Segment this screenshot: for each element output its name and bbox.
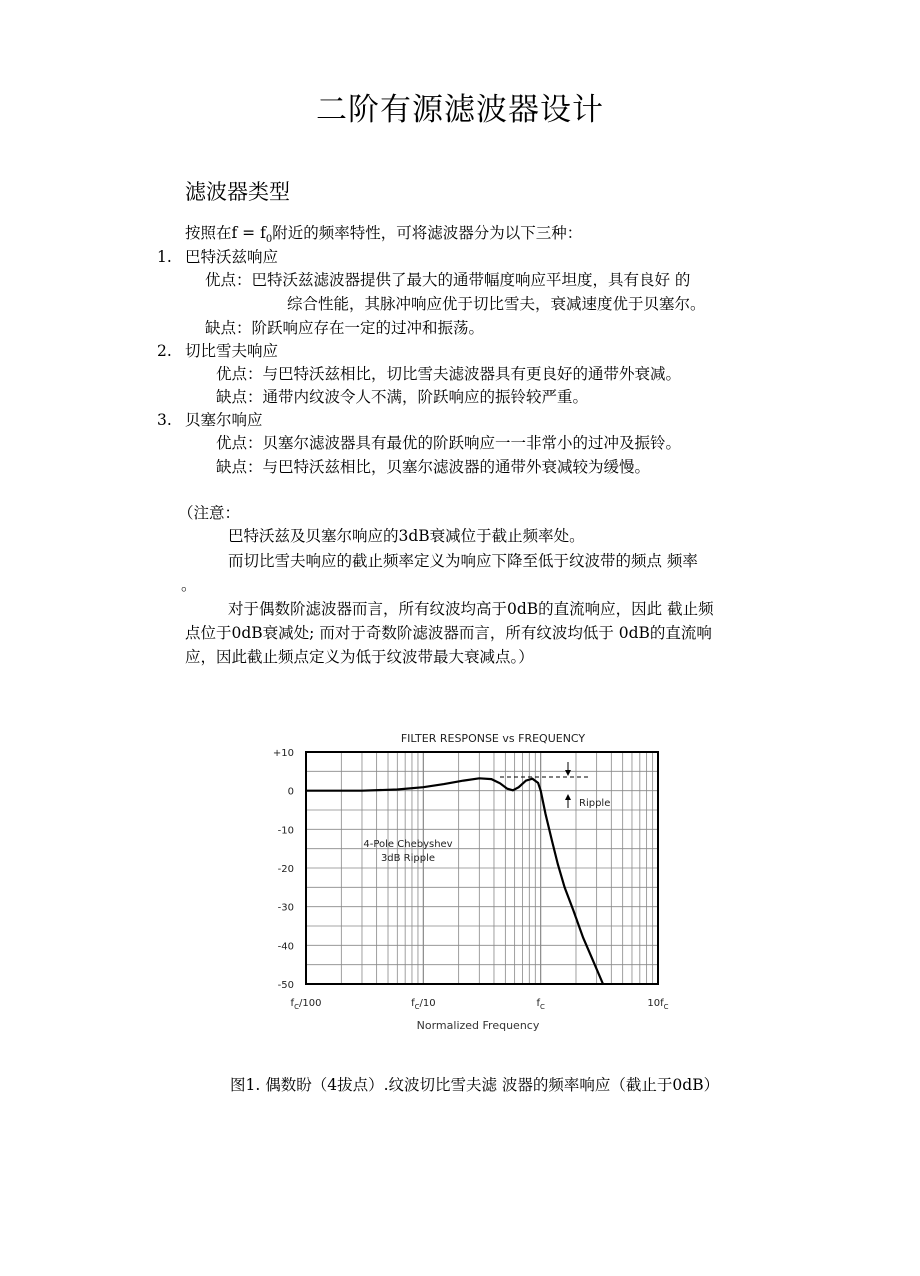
note-line-3: 对于偶数阶滤波器而言，所有纹波均高于0dB的直流响应，因此 截止频 (228, 600, 714, 618)
item-1-name: 巴特沃兹响应 (185, 248, 279, 266)
intro-suffix: 附近的频率特性，可将滤波器分为以下三种： (272, 224, 583, 242)
y-tick-label: +10 (272, 748, 294, 759)
item-3-name: 贝塞尔响应 (185, 411, 263, 429)
note-line-5: 应，因此截止频点定义为低于纹波带最大衰减点。） (185, 648, 534, 666)
item-2-pros: 优点：与巴特沃兹相比，切比雪夫滤波器具有更良好的通带外衰减。 (216, 365, 682, 383)
item-1-pros-line2: 综合性能，其脉冲响应优于切比雪夫，衰减速度优于贝塞尔。 (287, 295, 706, 313)
item-2-cons: 缺点：通带内纹波令人不满，阶跃响应的振铃较严重。 (216, 388, 589, 406)
series-label-line2: 3dB Ripple (380, 853, 436, 864)
x-tick-label: $f_C$ (536, 998, 545, 1011)
item-2-number: 2. (157, 342, 172, 360)
chart-title: FILTER RESPONSE vs FREQUENCY (400, 732, 586, 745)
y-tick-label: -40 (277, 941, 294, 953)
y-tick-label: -30 (277, 902, 294, 914)
y-tick-labels (273, 748, 294, 991)
ripple-arrow-top-head (565, 770, 571, 776)
item-1-pros-line1: 优点：巴特沃兹滤波器提供了最大的通带幅度响应平坦度，具有良好 的 (205, 271, 691, 289)
filter-response-chart (268, 726, 688, 1042)
item-3-cons: 缺点：与巴特沃兹相比，贝塞尔滤波器的通带外衰减较为缓慢。 (216, 458, 651, 476)
ripple-label: Ripple (579, 798, 611, 809)
x-tick-label: $10f_C$ (647, 998, 669, 1011)
y-tick-label: -50 (277, 980, 294, 991)
chart-grid (306, 752, 658, 984)
series-line-chebyshev (306, 778, 603, 984)
item-2-name: 切比雪夫响应 (185, 342, 279, 360)
x-axis-label: Normalized Frequency (416, 1019, 540, 1032)
note-line-2-cont: 。 (181, 576, 197, 594)
section-heading: 滤波器类型 (185, 180, 290, 204)
series-label-line1: 4-Pole Chebyshev (363, 839, 453, 850)
item-1-number: 1. (157, 248, 172, 266)
x-tick-label: $f_C/10$ (411, 998, 436, 1011)
note-open: （注意： (178, 504, 241, 522)
y-tick-label: -10 (277, 825, 294, 837)
note-line-4: 点位于0dB衰减处; 而对于奇数阶滤波器而言，所有纹波均低于 0dB的直流响 (185, 624, 712, 642)
page-title: 二阶有源滤波器设计 (316, 92, 604, 128)
item-1-cons: 缺点：阶跃响应存在一定的过冲和振荡。 (205, 319, 485, 337)
intro-subscript: 0 (265, 234, 273, 246)
intro-prefix: 按照在f = f (185, 224, 266, 242)
item-3-number: 3. (157, 411, 172, 429)
y-tick-label: -20 (277, 864, 294, 875)
y-tick-label: 0 (287, 786, 294, 798)
item-3-pros: 优点：贝塞尔滤波器具有最优的阶跃响应一一非常小的过冲及振铃。 (216, 434, 682, 452)
filter-response-figure (268, 726, 688, 1042)
note-line-2: 而切比雪夫响应的截止频率定义为响应下降至低于纹波带的频点 频率 (228, 552, 698, 570)
ripple-arrow-bottom-head (565, 794, 571, 800)
note-line-1: 巴特沃兹及贝塞尔响应的3dB衰减位于截止频率处。 (228, 527, 585, 545)
x-tick-label: $f_C/100$ (290, 998, 322, 1011)
x-tick-labels (291, 998, 669, 1011)
figure-caption: 图1. 偶数盼（4拔点）.纹波切比雪夫滤 波器的频率响应（截止于0dB） (230, 1076, 720, 1094)
